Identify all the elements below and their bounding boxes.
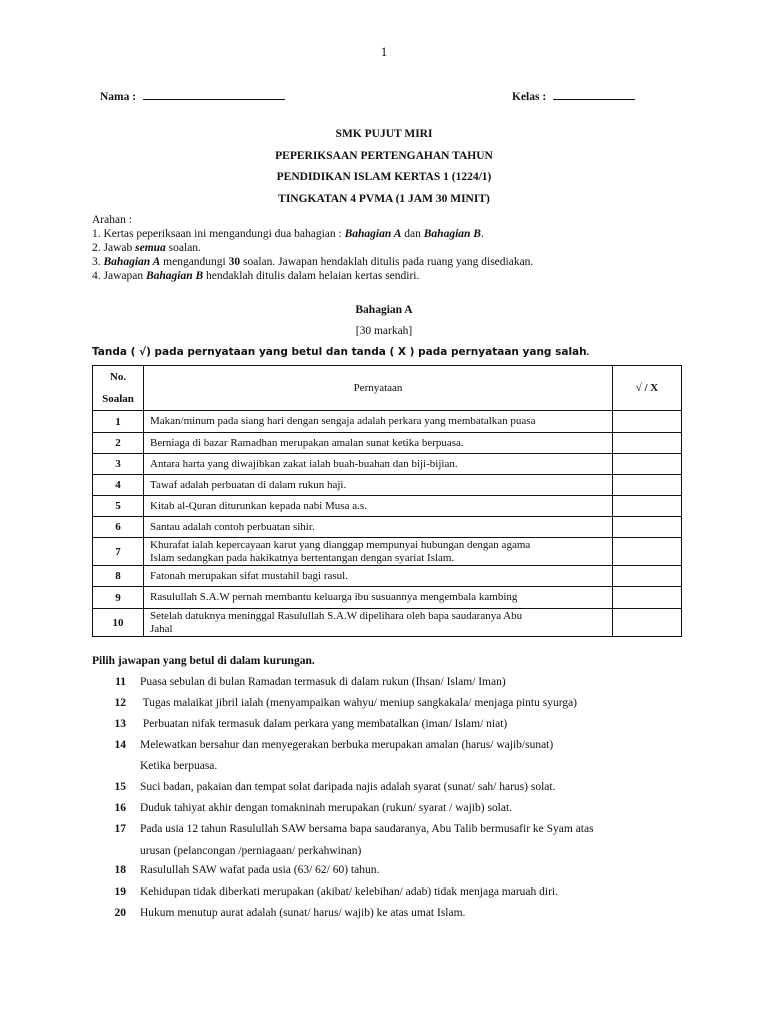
instruction-2: 2. Jawab semua soalan. (92, 242, 201, 254)
section-choose-heading: Pilih jawapan yang betul di dalam kurungan. (92, 655, 315, 667)
question-17: 17 Pada usia 12 tahun Rasulullah SAW bersama bapa saudaranya, Abu Talib bermusafir ke Syam atas (114, 823, 594, 835)
section-a-instruction: Tanda ( √) pada pernyataan yang betul dan tanda ( X ) pada pernyataan yang salah. (92, 346, 590, 358)
row-statement: Tawaf adalah perbuatan di dalam rukun haji. (144, 475, 613, 496)
col-header-statement: Pernyataan (144, 366, 613, 411)
true-false-table (92, 365, 682, 637)
question-14: 14 Melewatkan bersahur dan menyegerakan berbuka merupakan amalan (harus/ wajib/sunat) (114, 739, 554, 751)
question-16: 16 Duduk tahiyat akhir dengan tomakninah merupakan (rukun/ syarat / wajib) solat. (114, 802, 513, 814)
answer-cell[interactable] (613, 433, 682, 454)
row-number: 8 (93, 566, 144, 587)
question-20: 20 Hukum menutup aurat adalah (sunat/ harus/ wajib) ke atas umat Islam. (114, 907, 466, 919)
row-statement: Antara harta yang diwajibkan zakat ialah buah-buahan dan biji-bijian. (144, 454, 613, 475)
answer-cell[interactable] (613, 587, 682, 609)
answer-cell[interactable] (613, 538, 682, 566)
row-number: 9 (93, 587, 144, 609)
row-number: 10 (93, 609, 144, 637)
class-field-row (512, 88, 635, 103)
subject-name: PENDIDIKAN ISLAM KERTAS 1 (1224/1) (276, 171, 492, 183)
row-number: 7 (93, 538, 144, 566)
col-header-mark: √ / X (613, 366, 682, 411)
class-blank[interactable] (553, 88, 635, 100)
answer-cell[interactable] (613, 496, 682, 517)
table-row (93, 411, 682, 433)
page-number: 1 (380, 44, 388, 59)
question-18: 18 Rasulullah SAW wafat pada usia (63/ 62/ 60) tahun. (114, 864, 380, 876)
name-field-row (100, 88, 285, 103)
row-number: 6 (93, 517, 144, 538)
exam-name: PEPERIKSAAN PERTENGAHAN TAHUN (275, 150, 493, 162)
table-row (93, 454, 682, 475)
table-row (93, 566, 682, 587)
name-label: Nama : (100, 91, 137, 103)
question-19: 19 Kehidupan tidak diberkati merupakan (akibat/ kelebihan/ adab) tidak menjaga maruah diri. (114, 886, 558, 898)
form-duration: TINGKATAN 4 PVMA (1 JAM 30 MINIT) (278, 193, 490, 205)
row-number: 1 (93, 411, 144, 433)
section-a-title: Bahagian A (355, 304, 413, 316)
table-row (93, 587, 682, 609)
answer-cell[interactable] (613, 411, 682, 433)
row-number: 3 (93, 454, 144, 475)
question-17-continued: urusan (pelancongan /perniagaan/ perkahwinan) (140, 845, 362, 857)
answer-cell[interactable] (613, 609, 682, 637)
row-number: 2 (93, 433, 144, 454)
question-11: 11 Puasa sebulan di bulan Ramadan termasuk di dalam rukun (Ihsan/ Islam/ Iman) (115, 676, 506, 688)
answer-cell[interactable] (613, 566, 682, 587)
question-15: 15 Suci badan, pakaian dan tempat solat daripada najis adalah syarat (sunat/ sah/ harus) solat. (114, 781, 556, 793)
instructions-heading: Arahan : (92, 214, 132, 226)
question-13: 13 Perbuatan nifak termasuk dalam perkara yang membatalkan (iman/ Islam/ niat) (114, 718, 508, 730)
question-14-continued: Ketika berpuasa. (140, 760, 218, 772)
question-12: 12 Tugas malaikat jibril ialah (menyampaikan wahyu/ meniup sangkakala/ menjaga pintu syurga) (114, 697, 578, 709)
row-statement: Rasulullah S.A.W pernah membantu keluarga ibu susuannya mengembala kambing (144, 587, 613, 609)
row-statement: Kitab al-Quran diturunkan kepada nabi Musa a.s. (144, 496, 613, 517)
row-number: 4 (93, 475, 144, 496)
row-statement: Makan/minum pada siang hari dengan sengaja adalah perkara yang membatalkan puasa (144, 411, 613, 433)
row-statement: Berniaga di bazar Ramadhan merupakan amalan sunat ketika berpuasa. (144, 433, 613, 454)
row-number: 5 (93, 496, 144, 517)
table-row (93, 517, 682, 538)
table-row (93, 496, 682, 517)
table-header-row (93, 366, 682, 411)
instruction-4: 4. Jawapan Bahagian B hendaklah ditulis dalam helaian kertas sendiri. (92, 270, 420, 282)
instruction-3: 3. Bahagian A mengandungi 30 soalan. Jawapan hendaklah ditulis pada ruang yang disediakan. (92, 256, 534, 268)
instruction-1: 1. Kertas peperiksaan ini mengandungi dua bahagian : Bahagian A dan Bahagian B. (92, 228, 484, 240)
class-label: Kelas : (512, 91, 547, 103)
table-row (93, 475, 682, 496)
name-blank[interactable] (143, 88, 285, 100)
col-header-no: No. Soalan (93, 366, 144, 411)
answer-cell[interactable] (613, 454, 682, 475)
table-row (93, 538, 682, 566)
answer-cell[interactable] (613, 475, 682, 496)
table-row (93, 433, 682, 454)
answer-cell[interactable] (613, 517, 682, 538)
table-row (93, 609, 682, 637)
row-statement: Setelah datuknya meninggal Rasulullah S.A.W dipelihara oleh bapa saudaranya Abu Jahal (144, 609, 613, 637)
row-statement: Santau adalah contoh perbuatan sihir. (144, 517, 613, 538)
row-statement: Khurafat ialah kepercayaan karut yang dianggap mempunyai hubungan dengan agama Islam sedangkan pada hakikatnya bertentangan dengan syariat Islam. (144, 538, 613, 566)
row-statement: Fatonah merupakan sifat mustahil bagi rasul. (144, 566, 613, 587)
school-name: SMK PUJUT MIRI (335, 128, 433, 140)
section-a-marks: [30 markah] (355, 325, 413, 337)
